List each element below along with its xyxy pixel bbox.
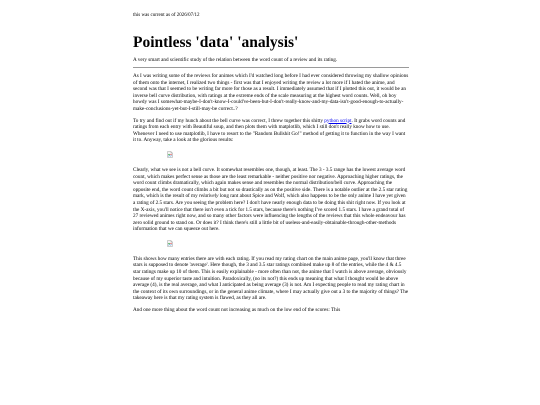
scatter-plot-image xyxy=(133,149,409,163)
article-body xyxy=(133,73,409,319)
header-divider xyxy=(133,67,409,68)
paragraph-method xyxy=(133,118,409,144)
paragraph-results-text-1: Clearly, what we see is not a bell curve. It somewhat resembles one, though, at least. The 3 - 3.5 range has the lowest average word count, which makes perfect sense as those are the least remarkable - neither positive nor negative. Approaching higher ratings, the word count climbs dramatically, which again makes sense and resembles the normal distribution/bell curve. Approaching the opposite end, the word count climbs a bit but not so drastically as on the positive side. There is a notable outlier at the 2.5 star rating mark, which is the result of my xyxy=(133,166,408,200)
python-script-link[interactable]: python script xyxy=(324,117,352,124)
page-title: Pointless 'data' 'analysis' xyxy=(133,34,299,51)
last-updated-note: this was current as of 2026/07/12 xyxy=(133,13,200,18)
broken-image-icon xyxy=(167,240,173,247)
paragraph-rating-counts: This shows how many entries there are with each rating. If you read my rating chart on the main anime page, you'll know that three stars is supposed to denote 'average'. Here though, the 3 and 3.5 star ratings combined make up 8 of the entries, while the 4 & 4.5 star ratings make up 10 of them. This is easily explainable - more often than not, the anime that I watch is above average, obviously because of my superior taste and intuition. Paradoxically, (no its not?) this ends up meaning that what I thought would be above average (4), is the real average, and what I anticipated as being average (3) is not. Am I expecting people to read my rating chart in the context of its own surroundings, or in the general anime climate, where I may actually give out a 3 to the majority of things? The takeaway here is that my rating system is flawed, as they all are. xyxy=(133,255,409,302)
paragraph-results-text-2: long rant about Spice and Wolf, which also happens to be the only anime I have yet given a rating of 2.5 stars. Are you seeing the problem here? I don't have nearly enough data to be doing this shit right now. If you look at the X-axis, you'll notice that there isn't even a tick for 1.5 stars, because there's nothing I've scored 1.5 stars. I have a grand total of 27 reviewed animes right now, and so many other factors were influencing the lengths of the reviews that this whole endeavour has zero solid ground to stand on. Or does it? I think there's still a little bit of useless-and-easily-obtainable-through-other-methods information that we can squeeze out here. xyxy=(133,193,406,233)
paragraph-results xyxy=(133,167,409,233)
paragraph-results-emphasis: relatively xyxy=(198,193,219,200)
page-subtitle: A very smart and scientific study of the relation between the word count of a review and its rating. xyxy=(133,57,338,63)
broken-image-icon xyxy=(167,151,173,158)
paragraph-low-end: And one more thing about the word count not increasing as much on the low end of the scores: This xyxy=(133,307,341,314)
paragraph-method-text-1: To try and find out if my hunch about the bell curve was correct, I threw together this shitty xyxy=(133,117,325,124)
paragraph-method-text-2: . It grabs word counts and ratings from each entry with Beautiful soup, and then plots them with matplotlib, which I still don't really know how to use. Whenever I need to use matplotlib, I have to resort to the "Random Bullshit Go!" method of getting it to function in the way I want it to. Anyway, take a look at the glorious results: xyxy=(133,117,406,144)
count-plot-image xyxy=(133,238,409,252)
paragraph-intro: As I was writing some of the reviews for animes which I'd watched long before I had ever considered throwing my shallow opinions of them onto the internet, I realized two things - first was that I enjoyed writing the review a lot more if I hated the anime, and second was that I seemed to be writing far more for those as a result. I immediately assumed that if I plotted this out, it would be an inverse bell curve distribution, with ratings at the extreme ends of the scale measuring at the highest word counts. Well, oh boy howdy was I somewhat-maybe-I-don't-know-I-could've-been-but-I-don't-really-know-and-my-data-isn't-good-enough-to-actually-make-conclusions-yet-but-I-still-may-be correct..? xyxy=(133,73,409,112)
